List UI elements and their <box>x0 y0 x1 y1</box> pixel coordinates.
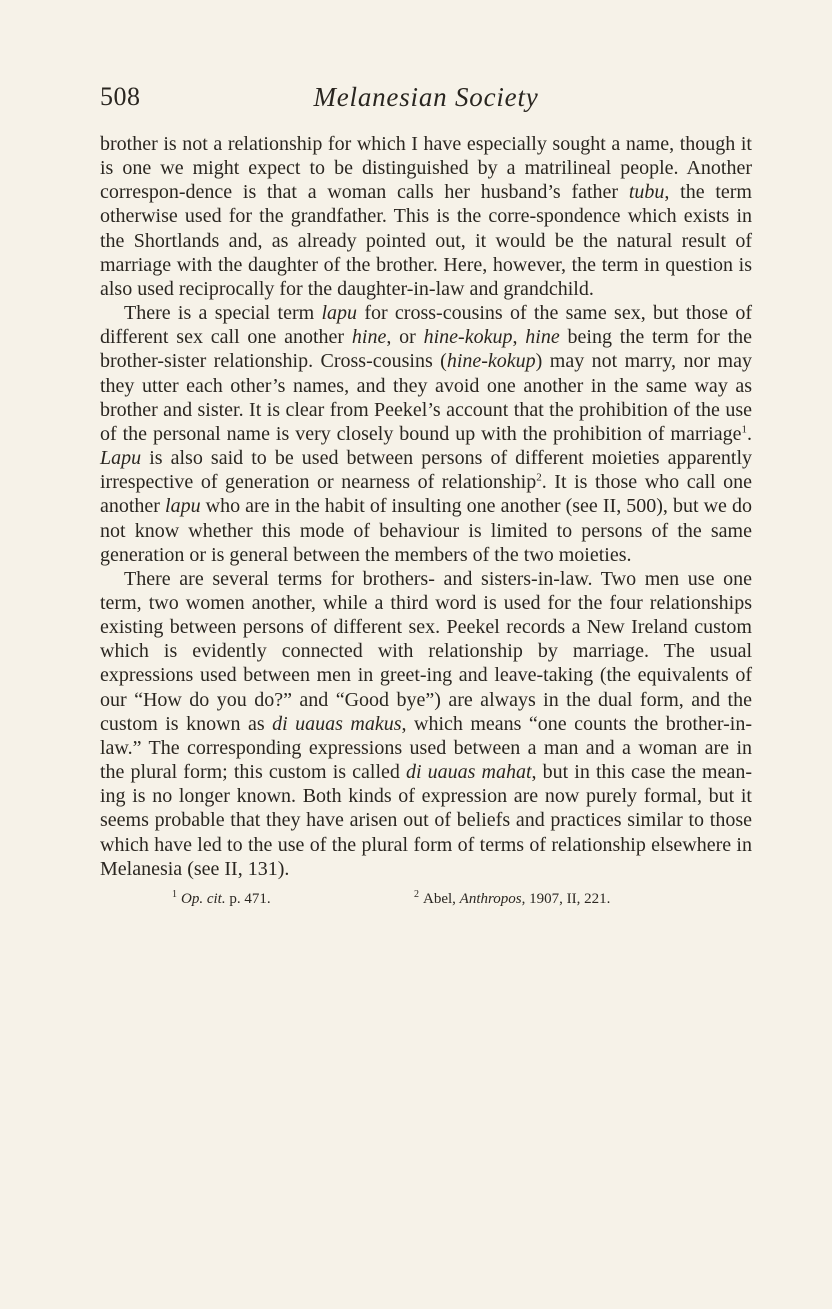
term-tubu: tubu <box>628 181 665 204</box>
footnote-1-cite: Op. cit. <box>181 890 226 907</box>
term-lapu: lapu <box>321 302 358 325</box>
p2-text-c: , or <box>386 326 424 349</box>
footnote-2-text: , 1907, II, 221. <box>521 890 611 907</box>
paragraph-1-text-a: brother is not a relationship for which I have especially sought a name, though it is one we might expect to be distinguished by a matrilineal people. Another correspon-dence is that a woman calls her husband’s father <box>100 133 752 204</box>
footnotes <box>100 887 752 911</box>
footnote-2-author: Abel, <box>423 890 460 907</box>
term-di-uauas-makus: di uauas makus <box>272 712 402 735</box>
paragraph-3 <box>100 567 752 881</box>
term-hine: hine <box>351 326 387 349</box>
footnote-1-mark: 1 <box>172 888 177 900</box>
book-page <box>100 78 752 911</box>
p3-text-a: There are several terms for brothers- and sisters-in-law. Two men use one term, two women another, while a third word is used for the four relationships existing between persons of different sex. Peekel records a New Ireland custom which is evidently connected with relationship by marriage. The usual expressions used between men in greet-ing and leave-taking (the equivalents of our “How do you do?” and “Good bye”) are always in the dual form, and the custom is known as <box>100 567 752 735</box>
footnote-2 <box>414 889 610 908</box>
term-hine: hine <box>525 326 560 349</box>
p2-text-j: who are in the habit of insulting one another (see II, 500), but we do not know whether this mode of behaviour is limited to persons of the same generation or is general between the members of the two moieties. <box>100 495 752 566</box>
term-hine-kokup: hine-kokup <box>423 326 513 349</box>
p2-text-h: is also said to be used between persons of different moieties apparently irrespective of generation or nearness of relationship <box>100 447 752 494</box>
p2-text-b: for cross-cousins of the same sex, but those of different sex call one another <box>100 302 752 349</box>
p2-text-a: There is a special term <box>124 302 322 325</box>
footnote-1-text: p. 471. <box>225 890 271 907</box>
p2-text-d: , <box>512 326 526 349</box>
footnote-1 <box>172 889 271 908</box>
term-hine-kokup: hine-kokup <box>446 350 536 373</box>
footnote-2-mark: 2 <box>414 888 419 900</box>
running-title: Melanesian Society <box>313 82 539 112</box>
running-head <box>100 78 752 118</box>
paragraph-1 <box>100 132 752 301</box>
paragraph-1-text-b: , the term otherwise used for the grandfather. This is the corre-spondence which exists in the Shortlands and, as already pointed out, it would be the natural result of marriage with the daughter of the brother. Here, however, the term in question is also used reciprocally for the daughter-in-law and grandchild. <box>100 181 752 300</box>
p2-text-f: ) may not marry, nor may they utter each other’s names, and they avoid one another in the same way as brother and sister. It is clear from Peekel’s account that the prohibition of the use of the personal name is very closely bound up with the prohibition of marriage <box>100 350 752 445</box>
term-di-uauas-mahat: di uauas mahat <box>406 761 532 784</box>
p2-text-e: being the term for the brother-sister relationship. Cross-cousins ( <box>100 326 753 373</box>
p2-text-i: . It is those who call one another <box>100 471 753 518</box>
paragraph-2 <box>100 301 752 567</box>
term-lapu: Lapu <box>100 447 142 470</box>
p3-text-b: , which means “one counts the brother-in-law.” The corresponding expressions used between a man and a woman are in the plural form; this custom is called <box>100 712 752 784</box>
footnote-2-journal: Anthropos <box>459 890 522 907</box>
p3-text-c: , but in this case the mean-ing is no longer known. Both kinds of expression are now purely formal, but it seems probable that they have arisen out of beliefs and practices similar to those which have led to the use of the plural form of terms of relationship elsewhere in Melanesia (see II, 131). <box>100 761 752 880</box>
page-number: 508 <box>100 82 141 111</box>
p2-text-g: . <box>747 422 752 445</box>
term-lapu: lapu <box>165 495 201 518</box>
footnote-ref-1[interactable]: 1 <box>741 423 747 436</box>
footnote-ref-2[interactable]: 2 <box>536 471 542 484</box>
